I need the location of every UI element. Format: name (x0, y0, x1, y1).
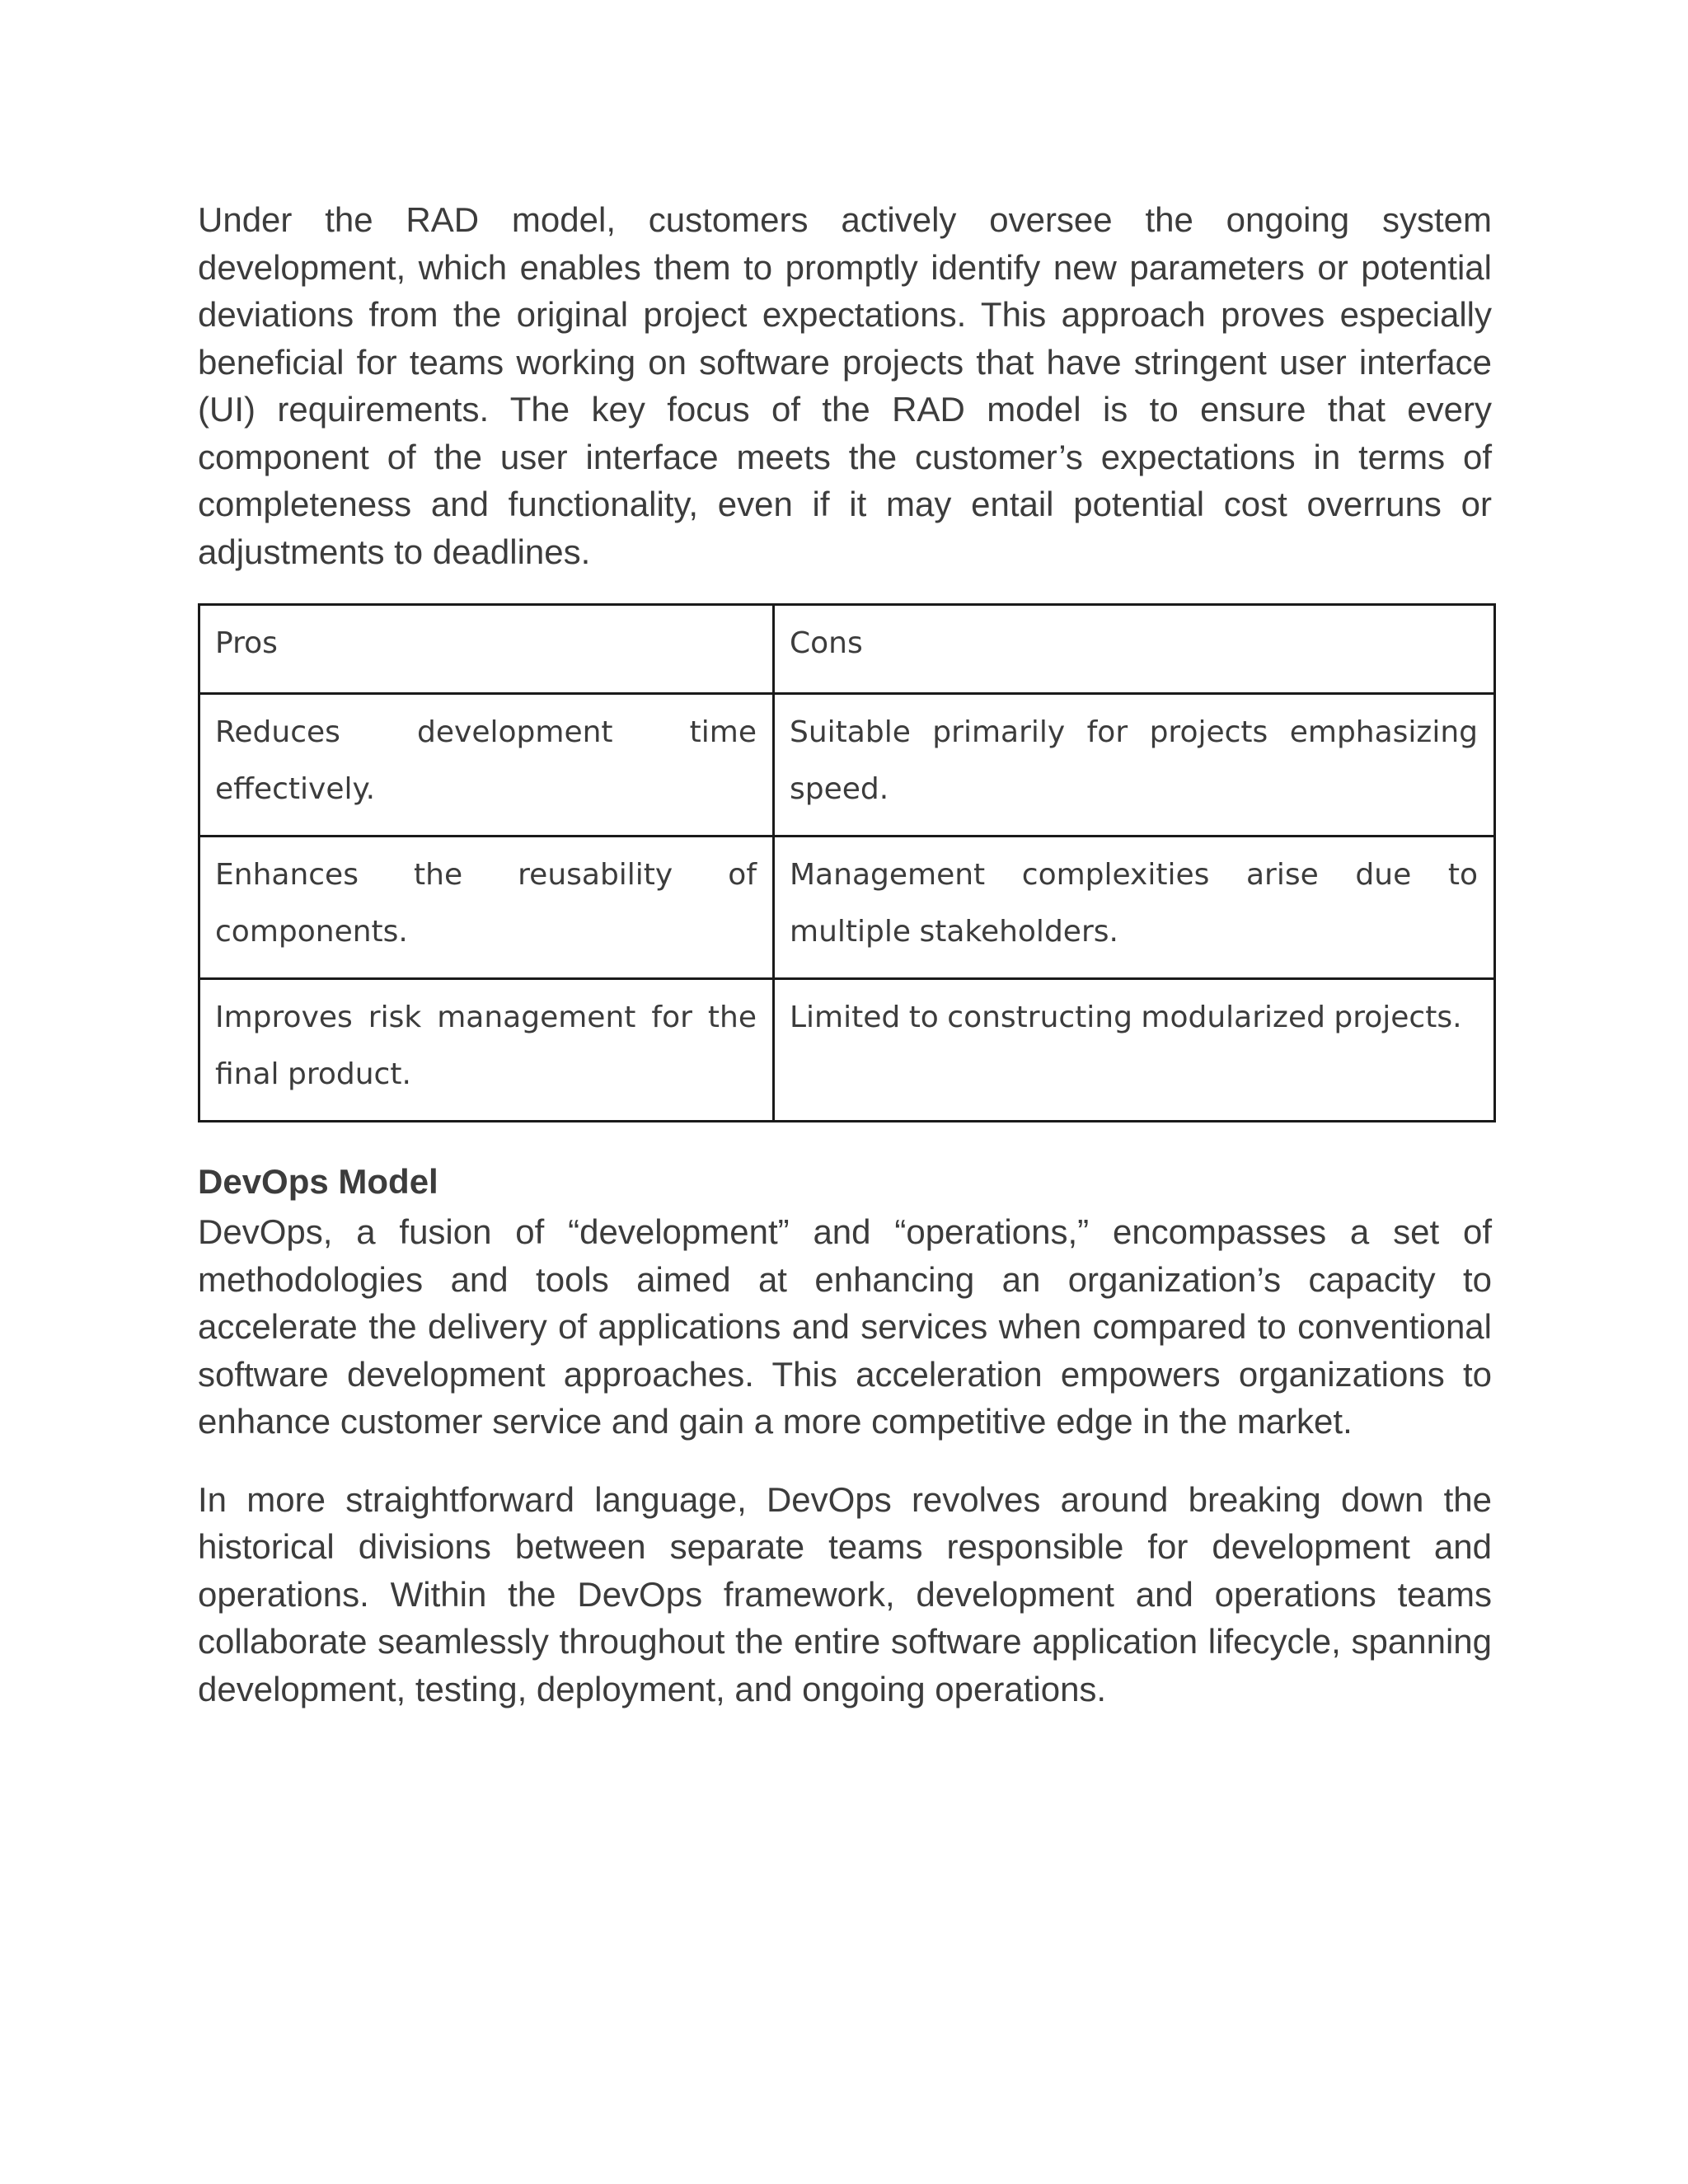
pro-cell: Reduces development time effectively. (199, 694, 774, 837)
pro-cell: Improves risk management for the final product. (199, 979, 774, 1122)
devops-paragraph-1: DevOps, a fusion of “development” and “operations,” encompasses a set of methodologies and tools aimed at enhancing an organization’s capacity to accelerate the delivery of applications and services when compared to conventional software development approaches. This acceleration empowers organizations to enhance customer service and gain a more competitive edge in the market. (198, 1212, 1492, 1441)
table-header-row (199, 605, 1495, 694)
pros-cons-table (198, 603, 1496, 1122)
pros-header: Pros (199, 605, 774, 694)
pros-cons-table-wrapper (198, 603, 1493, 1122)
con-cell: Suitable primarily for projects emphasizing speed. (774, 694, 1495, 837)
cons-header: Cons (774, 605, 1495, 694)
devops-heading: DevOps Model (198, 1162, 438, 1201)
rad-intro-paragraph: Under the RAD model, customers actively oversee the ongoing system development, which enables them to promptly identify new parameters or potential deviations from the original project expectations. This approach proves especially beneficial for teams working on software projects that have stringent user interface (UI) requirements. The key focus of the RAD model is to ensure that every component of the user interface meets the customer’s expectations in terms of completeness and functionality, even if it may entail potential cost overruns or adjustments to deadlines. (198, 200, 1492, 571)
table-row (199, 694, 1495, 837)
table-row (199, 979, 1495, 1122)
table-row (199, 837, 1495, 979)
pro-cell: Enhances the reusability of components. (199, 837, 774, 979)
document-page (198, 196, 1492, 1713)
devops-paragraph-2: In more straightforward language, DevOps revolves around breaking down the historical divisions between separate teams responsible for development and operations. Within the DevOps framework, development and operations teams collaborate seamlessly throughout the entire software application lifecycle, spanning development, testing, deployment, and ongoing operations. (198, 1479, 1492, 1708)
con-cell: Management complexities arise due to multiple stakeholders. (774, 837, 1495, 979)
con-cell: Limited to constructing modularized projects. (774, 979, 1495, 1122)
